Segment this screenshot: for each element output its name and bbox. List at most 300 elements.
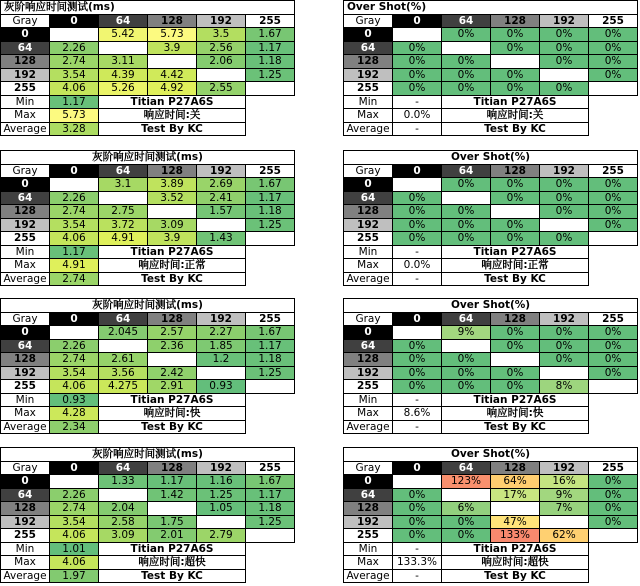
column-header-192: 192 <box>540 461 589 475</box>
overshoot-table <box>343 298 638 434</box>
row-header-255: 255 <box>344 380 393 394</box>
data-cell: 2.74 <box>50 502 99 516</box>
stat-label: Min <box>344 95 393 109</box>
gray-corner-label: Gray <box>1 14 50 28</box>
data-cell: 0% <box>589 218 638 232</box>
data-cell: 1.17 <box>246 339 295 353</box>
note-text: Test By KC <box>99 420 246 434</box>
diagonal-cell <box>246 529 295 543</box>
diagonal-cell <box>442 191 491 205</box>
stat-row <box>1 272 295 286</box>
diagonal-cell <box>246 380 295 394</box>
data-cell: 2.74 <box>50 205 99 219</box>
data-cell: 0% <box>540 339 589 353</box>
data-cell: 0% <box>442 178 491 192</box>
data-cell: 0% <box>589 366 638 380</box>
column-header-255: 255 <box>246 312 295 326</box>
row-header-0: 0 <box>1 28 50 42</box>
gray-corner-label: Gray <box>344 164 393 178</box>
overshoot-table <box>343 150 638 286</box>
panel-os2 <box>343 150 638 286</box>
data-cell: 0% <box>491 178 540 192</box>
row-header-255: 255 <box>344 529 393 543</box>
note-text: Titian P27A6S <box>442 95 589 109</box>
note-text: 响应时间:正常 <box>442 259 589 273</box>
column-header-64: 64 <box>442 461 491 475</box>
stat-value: 2.74 <box>50 272 99 286</box>
diagonal-cell <box>491 353 540 367</box>
data-cell: 0% <box>589 515 638 529</box>
stat-row <box>344 122 638 136</box>
data-cell: 1.25 <box>246 218 295 232</box>
data-cell: 0% <box>393 55 442 69</box>
data-cell: 2.26 <box>50 191 99 205</box>
data-cell: 3.9 <box>148 41 197 55</box>
panel-rt3 <box>0 298 295 434</box>
row-header-128: 128 <box>344 55 393 69</box>
table-row <box>1 55 295 69</box>
diagonal-cell <box>589 380 638 394</box>
data-cell: 0% <box>540 55 589 69</box>
row-header-64: 64 <box>344 41 393 55</box>
data-cell: 0% <box>442 353 491 367</box>
note-text: Test By KC <box>99 122 246 136</box>
table-row <box>344 366 638 380</box>
diagonal-cell <box>197 68 246 82</box>
data-cell: 1.67 <box>246 178 295 192</box>
table-row <box>344 502 638 516</box>
diagonal-cell <box>589 529 638 543</box>
blank-cell <box>589 542 638 556</box>
stat-value: 1.17 <box>50 95 99 109</box>
column-header-0: 0 <box>393 14 442 28</box>
column-header-192: 192 <box>197 164 246 178</box>
data-cell: 2.55 <box>197 82 246 96</box>
data-cell: 4.42 <box>148 68 197 82</box>
data-cell: 0% <box>393 515 442 529</box>
data-cell: 2.58 <box>99 515 148 529</box>
data-cell: 3.89 <box>148 178 197 192</box>
row-header-128: 128 <box>344 502 393 516</box>
data-cell: 0% <box>540 28 589 42</box>
data-cell: 4.92 <box>148 82 197 96</box>
stat-value: - <box>393 245 442 259</box>
data-cell: 17% <box>491 488 540 502</box>
data-cell: 0% <box>589 178 638 192</box>
column-header-0: 0 <box>50 164 99 178</box>
data-cell: 9% <box>442 326 491 340</box>
gray-corner-label: Gray <box>1 312 50 326</box>
column-header-255: 255 <box>246 461 295 475</box>
table-title: 灰阶响应时间测试(ms) <box>1 1 295 15</box>
stat-value: 4.91 <box>50 259 99 273</box>
data-cell: 0% <box>491 326 540 340</box>
row-header-192: 192 <box>344 218 393 232</box>
diagonal-cell <box>393 326 442 340</box>
table-title: 灰阶响应时间测试(ms) <box>1 299 295 313</box>
data-cell: 0% <box>540 232 589 246</box>
table-row <box>1 366 295 380</box>
diagonal-cell <box>491 55 540 69</box>
data-cell: 0% <box>589 41 638 55</box>
row-header-192: 192 <box>1 515 50 529</box>
data-cell: 0% <box>491 68 540 82</box>
data-cell: 2.69 <box>197 178 246 192</box>
data-cell: 4.06 <box>50 380 99 394</box>
data-cell: 2.57 <box>148 326 197 340</box>
data-cell: 1.18 <box>246 353 295 367</box>
data-cell: 0% <box>442 529 491 543</box>
stat-row <box>344 407 638 421</box>
table-row <box>1 218 295 232</box>
table-row <box>344 205 638 219</box>
data-cell: 2.26 <box>50 488 99 502</box>
stat-label: Average <box>344 272 393 286</box>
note-text: Titian P27A6S <box>99 542 246 556</box>
table-row <box>1 178 295 192</box>
table-row <box>344 488 638 502</box>
column-header-64: 64 <box>99 14 148 28</box>
diagonal-cell <box>197 515 246 529</box>
stat-value: 5.73 <box>50 109 99 123</box>
diagonal-cell <box>148 205 197 219</box>
data-cell: 5.42 <box>99 28 148 42</box>
diagonal-cell <box>589 232 638 246</box>
data-cell: 0% <box>491 339 540 353</box>
data-cell: 1.05 <box>197 502 246 516</box>
gray-corner-label: Gray <box>344 14 393 28</box>
stat-row <box>1 122 295 136</box>
stat-label: Average <box>1 122 50 136</box>
data-cell: 0% <box>442 82 491 96</box>
table-row <box>344 339 638 353</box>
blank-cell <box>246 407 295 421</box>
data-cell: 0% <box>442 515 491 529</box>
data-cell: 5.73 <box>148 28 197 42</box>
blank-cell <box>246 542 295 556</box>
stat-value: 8.6% <box>393 407 442 421</box>
data-cell: 0% <box>589 55 638 69</box>
data-cell: 0% <box>540 178 589 192</box>
diagonal-cell <box>50 178 99 192</box>
stat-label: Min <box>1 245 50 259</box>
data-cell: 1.25 <box>246 515 295 529</box>
data-cell: 0% <box>589 502 638 516</box>
data-cell: 1.18 <box>246 502 295 516</box>
table-row <box>1 515 295 529</box>
note-text: Titian P27A6S <box>99 393 246 407</box>
table-title: Over Shot(%) <box>344 1 638 15</box>
row-header-255: 255 <box>1 232 50 246</box>
stat-row <box>1 109 295 123</box>
table-row <box>344 68 638 82</box>
data-cell: 0% <box>540 191 589 205</box>
gray-corner-label: Gray <box>1 164 50 178</box>
table-row <box>344 178 638 192</box>
data-cell: 2.04 <box>99 502 148 516</box>
diagonal-cell <box>99 339 148 353</box>
diagonal-cell <box>442 339 491 353</box>
column-header-64: 64 <box>442 14 491 28</box>
data-cell: 6% <box>442 502 491 516</box>
note-text: Test By KC <box>442 569 589 583</box>
data-cell: 3.54 <box>50 366 99 380</box>
row-header-128: 128 <box>1 353 50 367</box>
stat-label: Average <box>1 272 50 286</box>
table-row <box>344 191 638 205</box>
note-text: Titian P27A6S <box>99 245 246 259</box>
data-cell: 0% <box>540 326 589 340</box>
note-text: Test By KC <box>442 122 589 136</box>
column-header-128: 128 <box>491 461 540 475</box>
diagonal-cell <box>50 326 99 340</box>
data-cell: 1.16 <box>197 475 246 489</box>
panel-rt2 <box>0 150 295 286</box>
stat-label: Max <box>1 109 50 123</box>
table-row <box>344 232 638 246</box>
diagonal-cell <box>148 353 197 367</box>
data-cell: 0.93 <box>197 380 246 394</box>
stat-row <box>344 245 638 259</box>
data-cell: 0% <box>393 191 442 205</box>
table-row <box>1 529 295 543</box>
table-row <box>344 529 638 543</box>
data-cell: 0% <box>442 232 491 246</box>
data-cell: 0% <box>589 68 638 82</box>
stat-row <box>344 420 638 434</box>
data-cell: 3.1 <box>99 178 148 192</box>
stat-value: 3.28 <box>50 122 99 136</box>
row-header-255: 255 <box>344 232 393 246</box>
data-cell: 1.17 <box>246 41 295 55</box>
row-header-0: 0 <box>344 475 393 489</box>
data-cell: 0% <box>491 366 540 380</box>
stat-label: Min <box>1 393 50 407</box>
diagonal-cell <box>246 232 295 246</box>
data-cell: 2.56 <box>197 41 246 55</box>
diagonal-cell <box>246 82 295 96</box>
table-row <box>344 55 638 69</box>
stat-label: Max <box>1 259 50 273</box>
table-row <box>1 488 295 502</box>
stat-row <box>1 542 295 556</box>
data-cell: 0% <box>589 205 638 219</box>
row-header-255: 255 <box>1 380 50 394</box>
data-cell: 0% <box>442 55 491 69</box>
data-cell: 1.85 <box>197 339 246 353</box>
data-cell: 0% <box>491 232 540 246</box>
column-header-128: 128 <box>148 14 197 28</box>
stat-label: Average <box>344 122 393 136</box>
column-header-128: 128 <box>491 14 540 28</box>
data-cell: 0% <box>393 218 442 232</box>
note-text: Test By KC <box>442 420 589 434</box>
row-header-192: 192 <box>344 366 393 380</box>
diagonal-cell <box>393 475 442 489</box>
panel-rt4 <box>0 447 295 583</box>
overshoot-table <box>343 0 638 136</box>
data-cell: 0% <box>442 380 491 394</box>
stat-value: 0.0% <box>393 109 442 123</box>
note-text: Titian P27A6S <box>99 95 246 109</box>
blank-cell <box>246 122 295 136</box>
row-header-0: 0 <box>1 326 50 340</box>
stat-row <box>344 569 638 583</box>
row-header-64: 64 <box>1 191 50 205</box>
data-cell: 0% <box>393 41 442 55</box>
stat-value: - <box>393 420 442 434</box>
data-cell: 2.74 <box>50 55 99 69</box>
stat-row <box>344 556 638 570</box>
row-header-64: 64 <box>344 339 393 353</box>
stat-value: 1.01 <box>50 542 99 556</box>
stat-row <box>1 556 295 570</box>
table-title: 灰阶响应时间测试(ms) <box>1 448 295 462</box>
data-cell: 0% <box>491 380 540 394</box>
data-cell: 1.2 <box>197 353 246 367</box>
data-cell: 3.54 <box>50 68 99 82</box>
data-cell: 0% <box>393 488 442 502</box>
stat-row <box>1 569 295 583</box>
column-header-255: 255 <box>589 164 638 178</box>
stat-value: 1.17 <box>50 245 99 259</box>
note-text: 响应时间:正常 <box>99 259 246 273</box>
row-header-0: 0 <box>344 178 393 192</box>
data-cell: 3.72 <box>99 218 148 232</box>
column-header-192: 192 <box>540 164 589 178</box>
row-header-192: 192 <box>1 366 50 380</box>
overshoot-table <box>343 447 638 583</box>
data-cell: 2.26 <box>50 41 99 55</box>
note-text: 响应时间:快 <box>442 407 589 421</box>
data-cell: 0% <box>393 502 442 516</box>
row-header-255: 255 <box>344 82 393 96</box>
data-cell: 3.52 <box>148 191 197 205</box>
stat-label: Max <box>344 556 393 570</box>
data-cell: 0% <box>393 232 442 246</box>
data-cell: 0% <box>589 339 638 353</box>
row-header-192: 192 <box>1 218 50 232</box>
data-cell: 2.01 <box>148 529 197 543</box>
response-time-table <box>0 447 295 583</box>
gray-corner-label: Gray <box>344 312 393 326</box>
table-row <box>1 232 295 246</box>
blank-cell <box>246 420 295 434</box>
stat-value: 4.06 <box>50 556 99 570</box>
data-cell: 16% <box>540 475 589 489</box>
data-cell: 9% <box>540 488 589 502</box>
data-cell: 0% <box>491 28 540 42</box>
data-cell: 0% <box>442 28 491 42</box>
stat-row <box>1 393 295 407</box>
data-cell: 2.75 <box>99 205 148 219</box>
table-title: 灰阶响应时间测试(ms) <box>1 151 295 165</box>
column-header-255: 255 <box>589 14 638 28</box>
diagonal-cell <box>148 502 197 516</box>
data-cell: 123% <box>442 475 491 489</box>
column-header-0: 0 <box>393 461 442 475</box>
row-header-64: 64 <box>1 339 50 353</box>
stat-row <box>1 420 295 434</box>
blank-cell <box>246 569 295 583</box>
column-header-0: 0 <box>50 14 99 28</box>
table-row <box>344 218 638 232</box>
blank-cell <box>589 420 638 434</box>
column-header-128: 128 <box>148 461 197 475</box>
stat-row <box>344 542 638 556</box>
blank-cell <box>246 259 295 273</box>
data-cell: 1.42 <box>148 488 197 502</box>
data-cell: 0% <box>393 205 442 219</box>
table-row <box>1 380 295 394</box>
column-header-192: 192 <box>197 461 246 475</box>
data-cell: 7% <box>540 502 589 516</box>
stat-label: Min <box>344 245 393 259</box>
diagonal-cell <box>442 488 491 502</box>
table-row <box>344 475 638 489</box>
column-header-128: 128 <box>148 164 197 178</box>
data-cell: 4.06 <box>50 82 99 96</box>
diagonal-cell <box>442 41 491 55</box>
row-header-128: 128 <box>1 55 50 69</box>
stat-value: 133.3% <box>393 556 442 570</box>
row-header-128: 128 <box>344 205 393 219</box>
note-text: 响应时间:关 <box>442 109 589 123</box>
table-row <box>1 475 295 489</box>
stat-row <box>344 272 638 286</box>
data-cell: 0% <box>540 82 589 96</box>
data-cell: 64% <box>491 475 540 489</box>
table-row <box>1 28 295 42</box>
data-cell: 1.17 <box>246 488 295 502</box>
data-cell: 4.06 <box>50 529 99 543</box>
data-cell: 0% <box>540 205 589 219</box>
data-cell: 47% <box>491 515 540 529</box>
stat-value: 0.93 <box>50 393 99 407</box>
data-cell: 0% <box>393 82 442 96</box>
data-cell: 0% <box>393 339 442 353</box>
row-header-192: 192 <box>1 68 50 82</box>
data-cell: 2.27 <box>197 326 246 340</box>
stat-value: 1.97 <box>50 569 99 583</box>
table-row <box>344 28 638 42</box>
diagonal-cell <box>148 55 197 69</box>
table-row <box>344 82 638 96</box>
data-cell: 3.56 <box>99 366 148 380</box>
data-cell: 2.91 <box>148 380 197 394</box>
column-header-192: 192 <box>540 312 589 326</box>
data-cell: 3.09 <box>99 529 148 543</box>
column-header-255: 255 <box>589 312 638 326</box>
data-cell: 3.11 <box>99 55 148 69</box>
table-row <box>344 380 638 394</box>
column-header-128: 128 <box>491 312 540 326</box>
data-cell: 0% <box>393 353 442 367</box>
data-cell: 3.5 <box>197 28 246 42</box>
data-cell: 2.41 <box>197 191 246 205</box>
data-cell: 0% <box>589 475 638 489</box>
table-row <box>1 82 295 96</box>
table-title: Over Shot(%) <box>344 299 638 313</box>
diagonal-cell <box>197 366 246 380</box>
data-cell: 8% <box>540 380 589 394</box>
column-header-0: 0 <box>393 312 442 326</box>
diagonal-cell <box>540 515 589 529</box>
stat-label: Average <box>344 569 393 583</box>
note-text: 响应时间:超快 <box>99 556 246 570</box>
table-row <box>1 353 295 367</box>
blank-cell <box>589 393 638 407</box>
